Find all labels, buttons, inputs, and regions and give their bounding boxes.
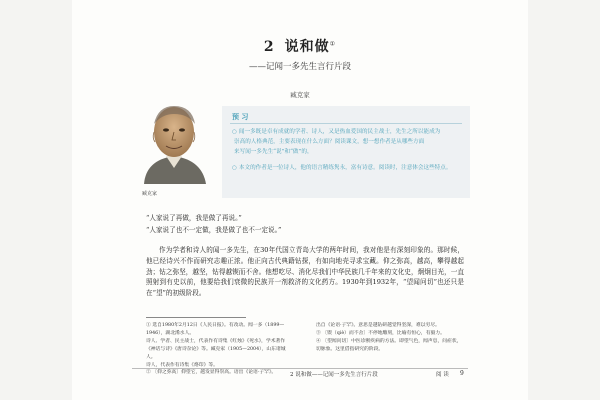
preview-item-text: 崇高的人格典范，主要表现在什么方面？阅读课文，想一想作者是从哪些方面 <box>234 139 425 145</box>
preview-heading: 预 习 <box>232 112 249 121</box>
footer-divider <box>132 368 468 369</box>
footnote-divider <box>146 317 246 318</box>
page-footer <box>72 370 528 380</box>
footnote: 出自《论语·子罕》。意思是越钻研越觉得坚深，难以穷尽。 <box>316 323 440 328</box>
opening-quote: “人家说了再做，我是做了再说。” <box>146 214 242 222</box>
footnotes-right <box>316 322 464 354</box>
opening-quote: “人家说了也不一定做，我是做了也不一定说。” <box>146 226 282 234</box>
lesson-subtitle: ——记闻一多先生言行片段 <box>248 62 351 72</box>
footnote: 诗人、学者、民主战士，代表作有诗集《红烛》《死水》，学术著作《神话与诗》《唐诗杂论》等。臧克家（1905—2004），山东诸城人。 <box>146 338 286 360</box>
footer-lesson-label: 2 说和做——记闻一多先生言行片段 <box>290 372 378 378</box>
preview-divider <box>230 123 462 124</box>
title-footnote-mark[interactable]: ① <box>329 40 337 48</box>
author-portrait <box>136 98 212 184</box>
lesson-title <box>72 36 528 56</box>
preview-box <box>222 106 470 198</box>
preview-item-text: 来写闻一多先生“说”和“做”的， <box>234 149 313 155</box>
preview-item-mark: ○ <box>232 165 237 171</box>
footer-section-label: 阅 读 <box>436 372 449 378</box>
preview-item-text: 闻一多既是卓有成就的学者、诗人，又是热血爱国的民主战士，先生之所以能成为 <box>238 129 441 135</box>
preview-item-mark: ○ <box>232 129 237 135</box>
preview-item <box>232 164 462 174</box>
footnote: ① 选自1980年2月12日《人民日报》。有改动。闻一多（1899—1946），湖北浠水人。 <box>146 323 285 336</box>
portrait-caption: 臧克家 <box>142 191 158 197</box>
footnote: ④ 〔望闻问切〕中医诊断疾病的方法。即望气色，闻声息，问症状，切脉象。这里借指研究的阶段。 <box>316 338 462 352</box>
page-number: 9 <box>460 370 464 377</box>
lesson-number: 2 <box>263 39 275 55</box>
preview-item <box>232 148 462 158</box>
preview-item <box>232 138 462 148</box>
footnote: ③ 〔锲（qiè）而不舍〕不停地雕刻，比喻有恒心，有毅力。 <box>316 330 445 336</box>
textbook-page <box>72 0 528 400</box>
body-paragraph: 作为学者和诗人的闻一多先生，在30年代国立青岛大学的两年时间，我对他是有深刻印象的。那时候，他已经诗兴不作而研究志趣正浓。他正向古代典籍钻探，有如向地壳寻求宝藏。仰之弥高，越高，攀得越起劲；钻之弥坚，越坚，钻得越锲而不舍。他想吃尽、消化尽我们中华民族几千年来的文化史，炯炯目光，一直照射到有史以前，他要给我们衰微的民族开一剂救济的文化药方。1930年到1932年，“望闻问切”也还只是在“望”的初级阶段。 <box>146 246 464 298</box>
preview-item-text: 本文的作者是一位诗人，他的语言精练隽永，富有诗意。阅读时，注意体会这些特点。 <box>238 165 452 171</box>
footnote: ② 〔仰之弥高〕仰望它，越发显得崇高。语出《论语·子罕》。 <box>146 370 277 376</box>
lesson-title-text: 说和做 <box>284 39 330 55</box>
lesson-author: 臧克家 <box>290 91 310 99</box>
preview-item <box>232 128 462 138</box>
footnote: 诗人，代表作有诗集《烙印》等。 <box>146 362 218 368</box>
